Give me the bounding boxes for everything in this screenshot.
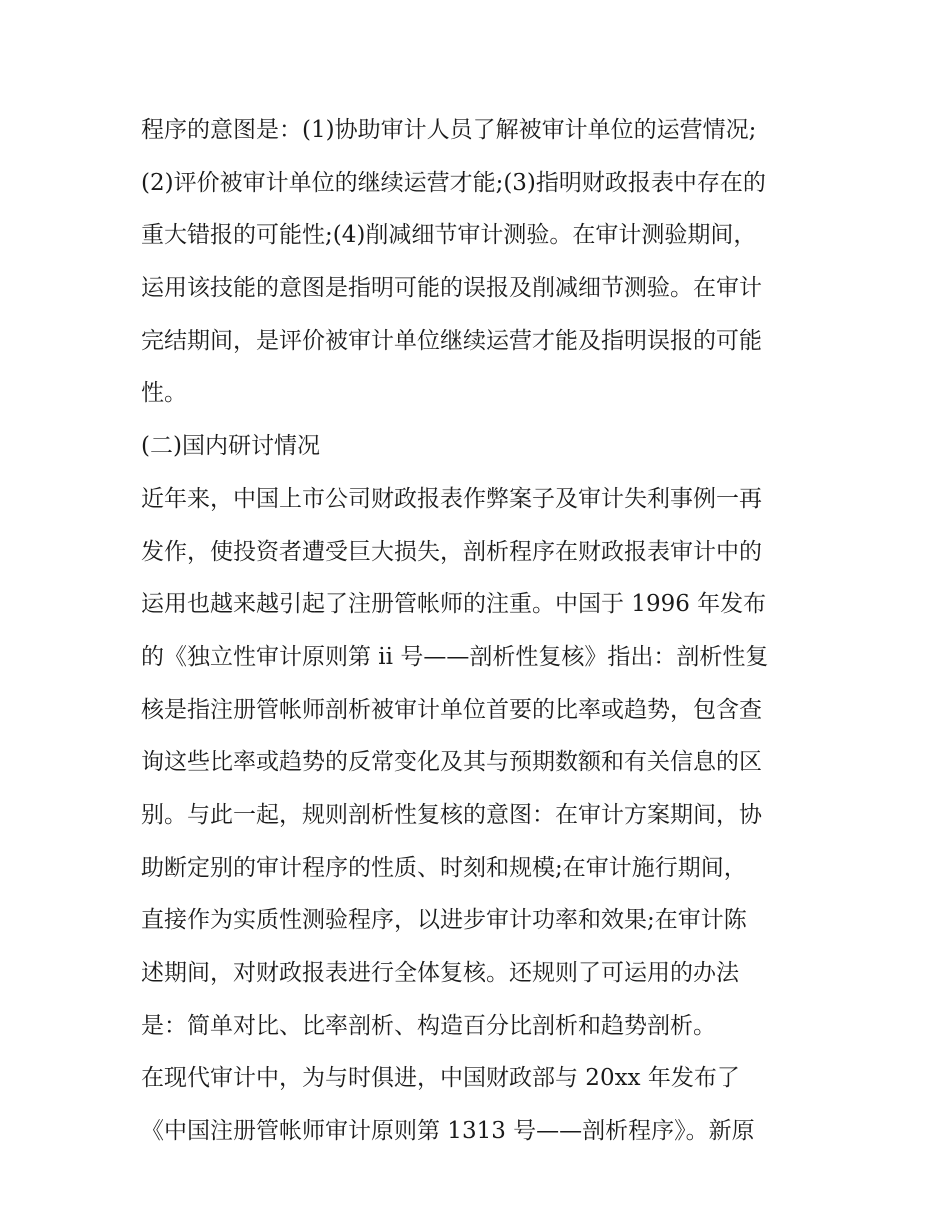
document-body	[141, 104, 821, 1158]
text-line: (2)评价被审计单位的继续运营才能;(3)指明财政报表中存在的	[141, 169, 766, 196]
text-line: 运用也越来越引起了注册管帐师的注重。中国于 1996 年发布	[141, 591, 767, 618]
text-line: 重大错报的可能性;(4)削减细节审计测验。在审计测验期间，	[141, 222, 757, 249]
text-line: 的《独立性审计原则第 ii 号——剖析性复核》指出：剖析性复	[141, 643, 769, 670]
text-line: 在现代审计中，为与时俱进，中国财政部与 20xx 年发布了	[141, 1065, 740, 1092]
text-line: 《中国注册管帐师审计原则第 1313 号——剖析程序》。新原	[141, 1118, 755, 1145]
text-line: 询这些比率或趋势的反常变化及其与预期数额和有关信息的区	[141, 749, 762, 776]
text-line: 核是指注册管帐师剖析被审计单位首要的比率或趋势，包含查	[141, 696, 762, 723]
text-line: 程序的意图是：(1)协助审计人员了解被审计单位的运营情况;	[141, 117, 757, 143]
text-line: 别。与此一起，规则剖析性复核的意图：在审计方案期间，协	[141, 801, 762, 828]
section-heading: (二)国内研讨情况	[141, 433, 320, 460]
text-line: 助断定别的审计程序的性质、时刻和规模;在审计施行期间，	[141, 854, 747, 881]
text-line: 完结期间，是评价被审计单位继续运营才能及指明误报的可能	[141, 327, 762, 354]
text-line: 运用该技能的意图是指明可能的误报及削减细节测验。在审计	[141, 275, 762, 302]
text-line: 直接作为实质性测验程序，以进步审计功率和效果;在审计陈	[141, 907, 747, 934]
text-line: 发作，使投资者遭受巨大损失，剖析程序在财政报表审计中的	[141, 538, 762, 565]
text-line: 是：简单对比、比率剖析、构造百分比剖析和趋势剖析。	[141, 1012, 716, 1039]
text-line: 述期间，对财政报表进行全体复核。还规则了可运用的办法	[141, 960, 739, 986]
text-line: 性。	[141, 380, 187, 407]
text-line: 近年来，中国上市公司财政报表作弊案子及审计失利事例一再	[141, 485, 762, 512]
